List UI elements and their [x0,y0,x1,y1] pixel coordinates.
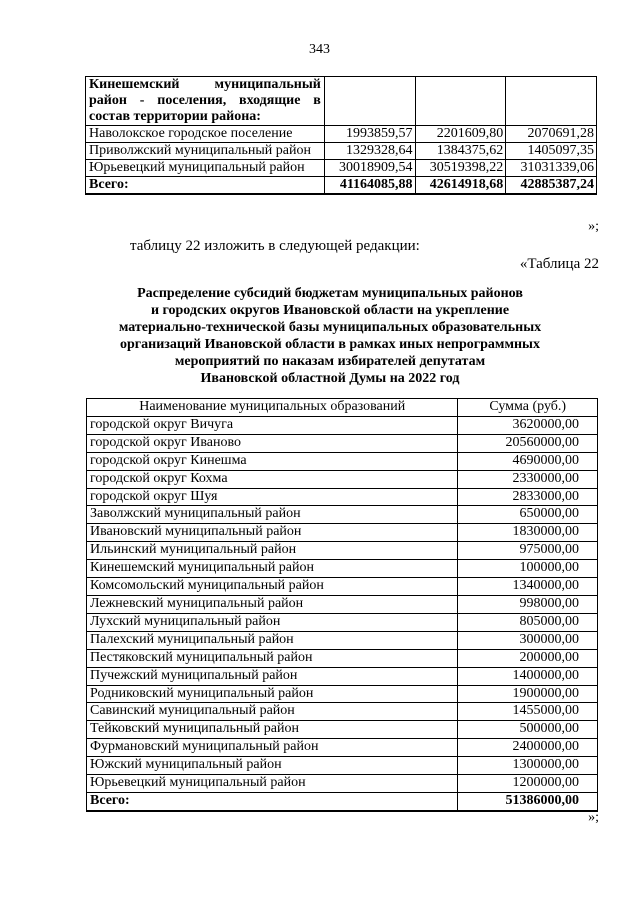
table-row [87,434,598,452]
row-value: 1384375,62 [415,143,506,160]
row-value: 1329328,64 [324,143,415,160]
municipality-sum: 1455000,00 [458,703,598,721]
municipality-sum: 300000,00 [458,631,598,649]
municipality-sum: 650000,00 [458,506,598,524]
row-value [324,77,415,126]
municipality-sum: 2400000,00 [458,739,598,757]
municipality-name: городской округ Шуя [87,488,458,506]
municipality-sum: 3620000,00 [458,416,598,434]
table-row [87,506,598,524]
caption-line: Ивановской областной Думы на 2022 год [200,371,460,386]
municipality-name: городской округ Кохма [87,470,458,488]
municipality-name: городской округ Вичуга [87,416,458,434]
municipality-sum: 998000,00 [458,595,598,613]
caption-line: мероприятий по наказам избирателей депутатам [174,354,486,369]
table-header-row [87,399,598,417]
table-row [87,775,598,793]
municipality-name: Пучежский муниципальный район [87,667,458,685]
total-row [87,792,598,810]
row-value: 31031339,06 [506,160,597,177]
row-name: Юрьевецкий муниципальный район [86,160,325,177]
table-row [86,143,597,160]
municipality-name: Южский муниципальный район [87,757,458,775]
municipality-name: Родниковский муниципальный район [87,685,458,703]
table-row [87,613,598,631]
municipality-name: Лухский муниципальный район [87,613,458,631]
municipality-name: Палехский муниципальный район [87,631,458,649]
row-value: 2201609,80 [415,126,506,143]
table-row [87,595,598,613]
municipality-sum: 100000,00 [458,560,598,578]
municipality-sum: 20560000,00 [458,434,598,452]
table-row [86,126,597,143]
municipality-sum: 2833000,00 [458,488,598,506]
total-label: Всего: [86,177,325,195]
municipality-sum: 500000,00 [458,721,598,739]
caption-line: Распределение субсидий бюджетам муниципальных районов [137,286,523,301]
table-row [87,703,598,721]
total-value: 41164085,88 [324,177,415,195]
municipality-name: городской округ Иваново [87,434,458,452]
municipality-sum: 975000,00 [458,542,598,560]
table-row [87,649,598,667]
municipality-name: Пестяковский муниципальный район [87,649,458,667]
total-value: 42885387,24 [506,177,597,195]
municipality-sum: 1830000,00 [458,524,598,542]
row-name: Наволокское городское поселение [86,126,325,143]
table-row [87,416,598,434]
municipality-name: Юрьевецкий муниципальный район [87,775,458,793]
table-row [87,560,598,578]
municipality-name: Ивановский муниципальный район [87,524,458,542]
municipality-sum: 1200000,00 [458,775,598,793]
municipality-name: Заволжский муниципальный район [87,506,458,524]
municipality-sum: 1300000,00 [458,757,598,775]
table-row [86,160,597,177]
table-row [87,685,598,703]
row-value: 30519398,22 [415,160,506,177]
municipality-name: городской округ Кинешма [87,452,458,470]
table-row [87,739,598,757]
total-value: 42614918,68 [415,177,506,195]
table-row [87,524,598,542]
allocation-table-continued [85,76,597,195]
subsidy-distribution-table [86,398,598,812]
caption-line: материально-технической базы муниципальных образовательных [118,320,542,335]
municipality-sum: 1400000,00 [458,667,598,685]
municipality-sum: 1340000,00 [458,578,598,596]
intro-text: таблицу 22 изложить в следующей редакции: [130,238,420,254]
row-value: 1405097,35 [506,143,597,160]
municipality-name: Комсомольский муниципальный район [87,578,458,596]
municipality-sum: 1900000,00 [458,685,598,703]
row-value: 30018909,54 [324,160,415,177]
caption-line: и городских округов Ивановской области на укрепление [150,303,510,318]
municipality-sum: 4690000,00 [458,452,598,470]
header-name: Наименование муниципальных образований [87,399,458,417]
total-sum: 51386000,00 [458,792,598,810]
row-value: 1993859,57 [324,126,415,143]
table-row [87,757,598,775]
table-row [87,631,598,649]
table-row [87,667,598,685]
table-row [87,578,598,596]
total-label: Всего: [87,792,458,810]
table-reference: «Таблица 22 [519,256,599,272]
municipality-name: Савинский муниципальный район [87,703,458,721]
row-value [506,77,597,126]
total-row [86,177,597,195]
row-value: 2070691,28 [506,126,597,143]
municipality-name: Фурмановский муниципальный район [87,739,458,757]
table-row [87,470,598,488]
closing-quote: »; [588,219,599,234]
row-value [415,77,506,126]
municipality-name: Лежневский муниципальный район [87,595,458,613]
table-caption [60,285,600,387]
municipality-name: Кинешемский муниципальный район [87,560,458,578]
row-name: Кинешемский муниципальный район - поселения, входящие в состав территории района: [86,77,325,126]
municipality-sum: 805000,00 [458,613,598,631]
table-row [87,488,598,506]
table-row [87,452,598,470]
closing-quote-2: »; [588,810,599,825]
table-row [87,542,598,560]
table-row [87,721,598,739]
municipality-name: Ильинский муниципальный район [87,542,458,560]
municipality-sum: 2330000,00 [458,470,598,488]
table-row [86,77,597,126]
page-number: 343 [309,42,330,57]
municipality-sum: 200000,00 [458,649,598,667]
header-sum: Сумма (руб.) [458,399,598,417]
municipality-name: Тейковский муниципальный район [87,721,458,739]
caption-line: организаций Ивановской области в рамках иных непрограммных [120,337,540,352]
row-name: Приволжский муниципальный район [86,143,325,160]
